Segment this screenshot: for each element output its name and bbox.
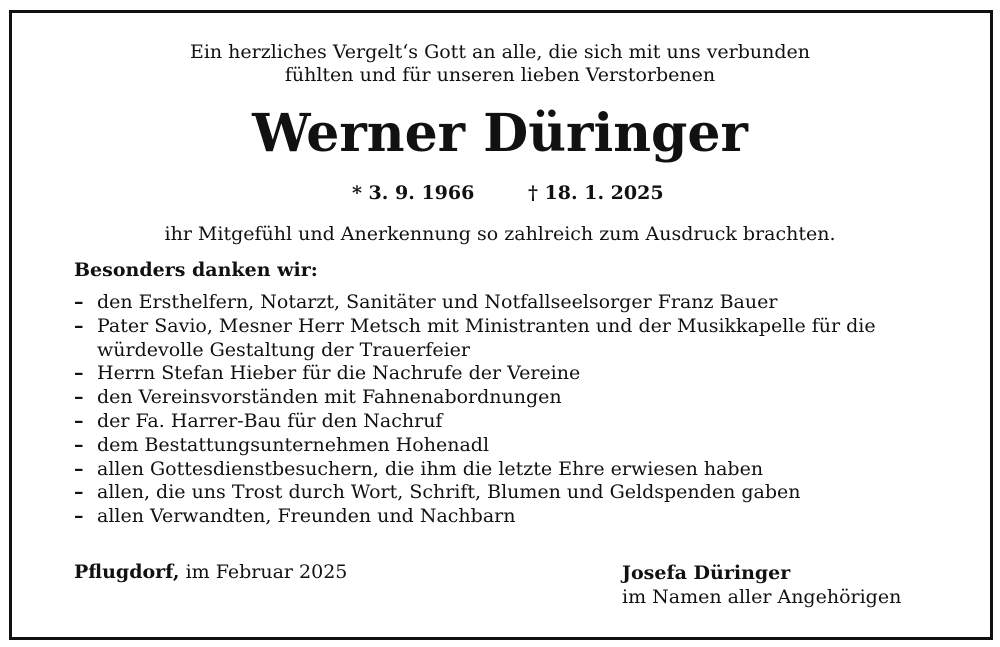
signatory-name: Josefa Düringer: [622, 562, 791, 584]
thanks-item-text: Pater Savio, Mesner Herr Metsch mit Ministranten und der Musikkapelle für die würdevolle Gestaltung der Trauerfeier: [97, 314, 876, 361]
thanks-item-text: den Vereinsvorständen mit Fahnenabordnungen: [97, 386, 562, 409]
thanks-item: [74, 410, 954, 434]
thanks-item: [74, 291, 954, 315]
thanks-item: [74, 362, 954, 386]
intro-line-2: fühlten und für unseren lieben Verstorbenen: [284, 64, 716, 86]
thanks-list: [74, 291, 954, 529]
thanks-heading: Besonders danken wir:: [74, 259, 318, 281]
birth-date: * 3. 9. 1966: [352, 182, 475, 204]
thanks-item-text: allen Gottesdienstbesuchern, die ihm die letzte Ehre erwiesen haben: [97, 457, 764, 480]
thanks-item-text: allen, die uns Trost durch Wort, Schrift, Blumen und Geldspenden gaben: [97, 481, 801, 504]
dash-bullet: –: [74, 505, 84, 528]
date: im Februar 2025: [185, 561, 348, 583]
deceased-name: Werner Düringer: [252, 103, 748, 164]
intro-line-1: Ein herzliches Vergelt‘s Gott an alle, die sich mit uns verbunden: [189, 41, 811, 63]
death-date: † 18. 1. 2025: [528, 182, 664, 204]
thanks-item-text: der Fa. Harrer-Bau für den Nachruf: [97, 409, 443, 432]
signatory-role: im Namen aller Angehörigen: [622, 586, 902, 608]
signatory: [622, 561, 901, 609]
thanks-item: [74, 481, 954, 505]
thanks-item-text: allen Verwandten, Freunden und Nachbarn: [97, 505, 516, 528]
thanks-item-text: den Ersthelfern, Notarzt, Sanitäter und Notfallseelsorger Franz Bauer: [97, 291, 778, 313]
dash-bullet: –: [74, 386, 84, 409]
thanks-item: [74, 434, 954, 458]
thanks-item: [74, 386, 954, 410]
dash-bullet: –: [74, 481, 84, 504]
dash-bullet: –: [74, 314, 84, 337]
thanks-item-text: dem Bestattungsunternehmen Hohenadl: [97, 433, 490, 456]
thanks-item: [74, 458, 954, 482]
sympathy-line: ihr Mitgefühl und Anerkennung so zahlreich zum Ausdruck brachten.: [164, 223, 836, 245]
thanks-item-text: Herrn Stefan Hieber für die Nachrufe der Vereine: [97, 362, 581, 385]
place: Pflugdorf,: [74, 561, 180, 583]
thanks-item: [74, 505, 954, 529]
dash-bullet: –: [74, 433, 84, 456]
dash-bullet: –: [74, 291, 84, 313]
dash-bullet: –: [74, 457, 84, 480]
place-date: [74, 560, 347, 584]
thanks-item: [74, 315, 954, 363]
dash-bullet: –: [74, 362, 84, 385]
dash-bullet: –: [74, 409, 84, 432]
